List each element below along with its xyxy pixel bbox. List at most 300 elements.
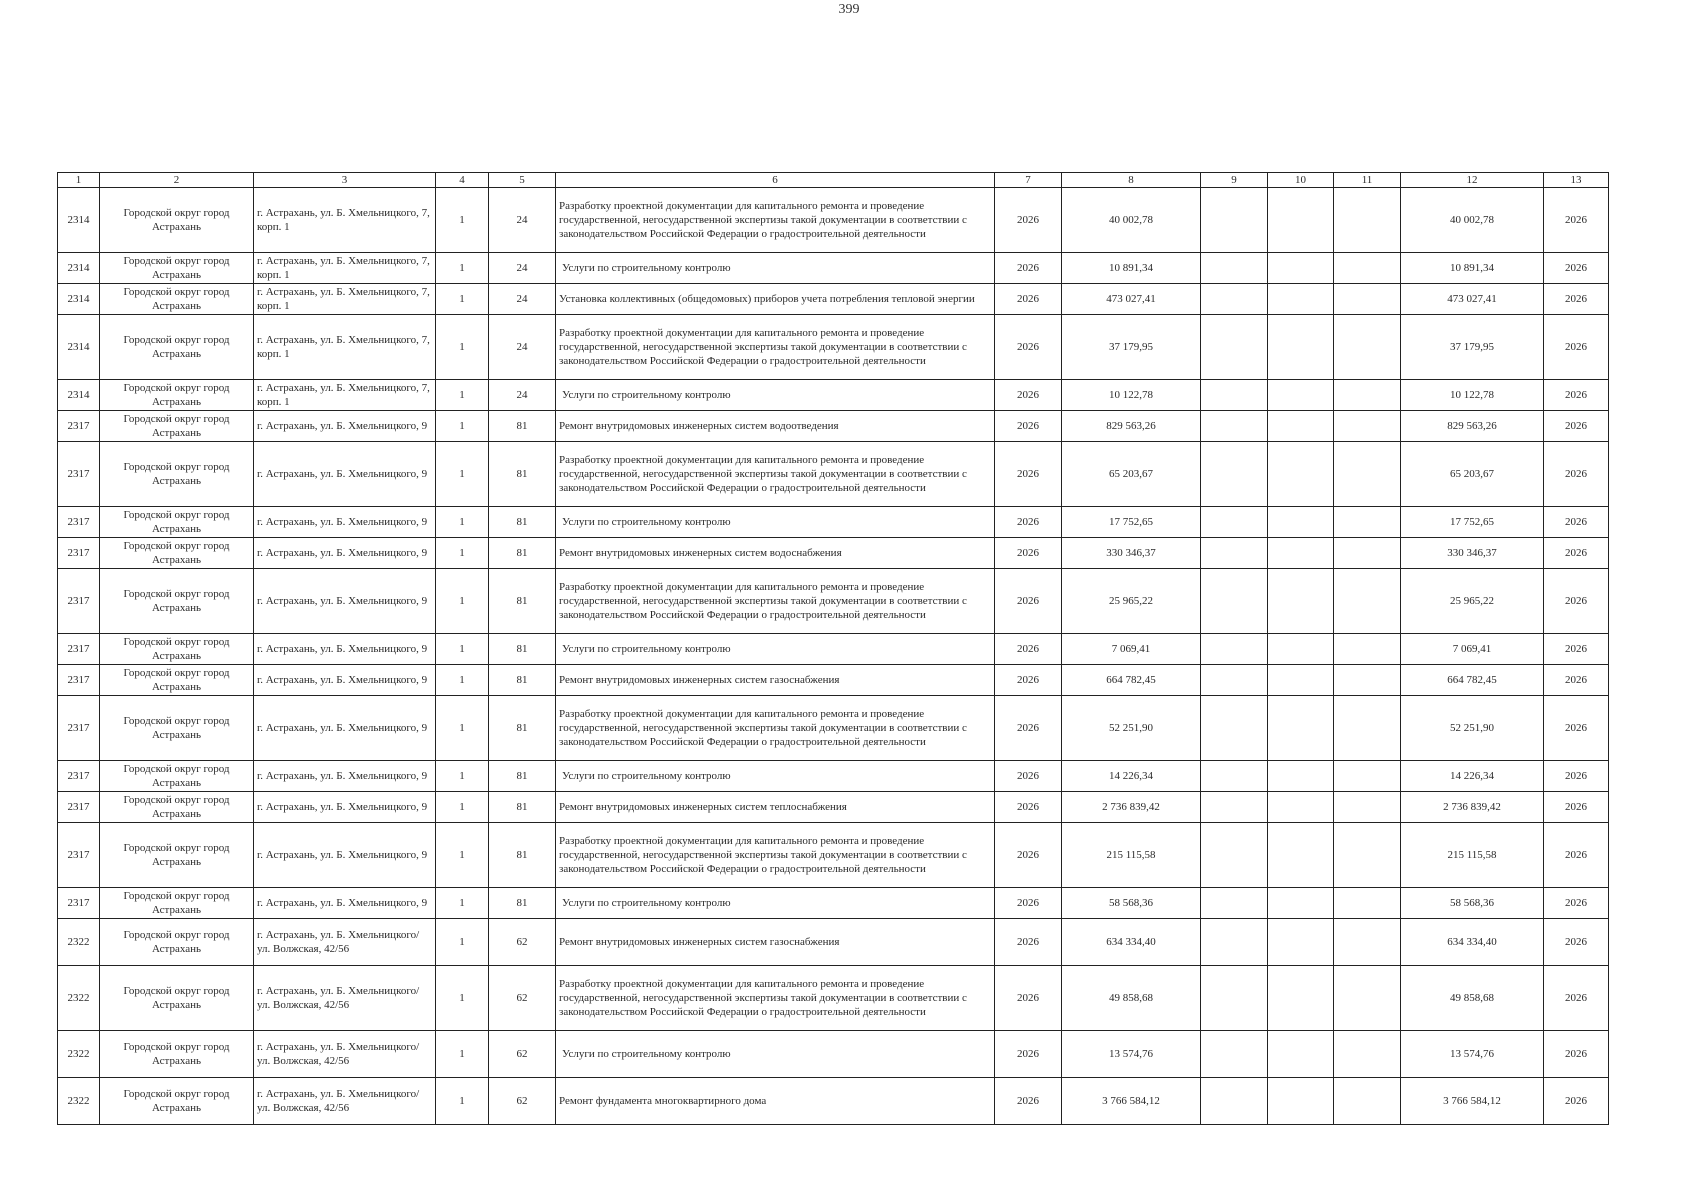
completion-year-cell: 2026: [1544, 761, 1609, 792]
year-cell: 2026: [995, 1078, 1062, 1125]
col9-cell: [1201, 253, 1268, 284]
year-cell: 2026: [995, 442, 1062, 507]
total-cost-cell: 2 736 839,42: [1062, 792, 1201, 823]
municipality-cell: Городской округ город Астрахань: [100, 888, 254, 919]
total-cost-cell: 829 563,26: [1062, 411, 1201, 442]
col10-cell: [1268, 966, 1334, 1031]
completion-year-cell: 2026: [1544, 442, 1609, 507]
col9-cell: [1201, 411, 1268, 442]
completion-year-cell: 2026: [1544, 823, 1609, 888]
completion-year-cell: 2026: [1544, 188, 1609, 253]
completion-year-cell: 2026: [1544, 284, 1609, 315]
house-id-cell: 2314: [58, 315, 100, 380]
total-cost-cell: 634 334,40: [1062, 919, 1201, 966]
municipality-cell: Городской округ город Астрахань: [100, 315, 254, 380]
year-cell: 2026: [995, 380, 1062, 411]
col11-cell: [1334, 888, 1401, 919]
work-type-cell: Услуги по строительному контролю: [556, 761, 995, 792]
address-cell: г. Астрахань, ул. Б. Хмельницкого, 7, корп. 1: [254, 380, 436, 411]
col11-cell: [1334, 1031, 1401, 1078]
house-id-cell: 2314: [58, 380, 100, 411]
col4-cell: 1: [436, 507, 489, 538]
table-row: [58, 411, 1609, 442]
completion-year-cell: 2026: [1544, 507, 1609, 538]
col11-cell: [1334, 284, 1401, 315]
cost-cell: 664 782,45: [1401, 665, 1544, 696]
col9-cell: [1201, 315, 1268, 380]
table-row: [58, 634, 1609, 665]
address-cell: г. Астрахань, ул. Б. Хмельницкого, 9: [254, 507, 436, 538]
municipality-cell: Городской округ город Астрахань: [100, 569, 254, 634]
cost-cell: 3 766 584,12: [1401, 1078, 1544, 1125]
col11-cell: [1334, 1078, 1401, 1125]
col10-cell: [1268, 634, 1334, 665]
col10-cell: [1268, 1078, 1334, 1125]
col4-cell: 1: [436, 315, 489, 380]
cost-cell: 65 203,67: [1401, 442, 1544, 507]
address-cell: г. Астрахань, ул. Б. Хмельницкого/ ул. Волжская, 42/56: [254, 1031, 436, 1078]
col5-cell: 81: [489, 442, 556, 507]
total-cost-cell: 10 891,34: [1062, 253, 1201, 284]
house-id-cell: 2317: [58, 823, 100, 888]
col11-cell: [1334, 665, 1401, 696]
address-cell: г. Астрахань, ул. Б. Хмельницкого/ ул. Волжская, 42/56: [254, 966, 436, 1031]
municipality-cell: Городской округ город Астрахань: [100, 665, 254, 696]
total-cost-cell: 664 782,45: [1062, 665, 1201, 696]
col9-cell: [1201, 1078, 1268, 1125]
work-type-cell: Ремонт внутридомовых инженерных систем теплоснабжения: [556, 792, 995, 823]
total-cost-cell: 52 251,90: [1062, 696, 1201, 761]
cost-cell: 829 563,26: [1401, 411, 1544, 442]
col5-cell: 81: [489, 888, 556, 919]
col4-cell: 1: [436, 538, 489, 569]
col10-cell: [1268, 442, 1334, 507]
col10-cell: [1268, 315, 1334, 380]
work-type-cell: Услуги по строительному контролю: [556, 253, 995, 284]
work-type-cell: Разработку проектной документации для капитального ремонта и проведение государственной, негосударственной экспертизы такой документации в соответствии с законодательством Российской Федерации о градостроительной деятельности: [556, 823, 995, 888]
cost-cell: 215 115,58: [1401, 823, 1544, 888]
col4-cell: 1: [436, 888, 489, 919]
municipality-cell: Городской округ город Астрахань: [100, 696, 254, 761]
cost-cell: 2 736 839,42: [1401, 792, 1544, 823]
house-id-cell: 2322: [58, 1078, 100, 1125]
work-type-cell: Услуги по строительному контролю: [556, 1031, 995, 1078]
col11-cell: [1334, 442, 1401, 507]
cost-cell: 7 069,41: [1401, 634, 1544, 665]
address-cell: г. Астрахань, ул. Б. Хмельницкого/ ул. Волжская, 42/56: [254, 919, 436, 966]
col4-cell: 1: [436, 792, 489, 823]
col5-cell: 62: [489, 966, 556, 1031]
municipality-cell: Городской округ город Астрахань: [100, 188, 254, 253]
municipality-cell: Городской округ город Астрахань: [100, 253, 254, 284]
year-cell: 2026: [995, 919, 1062, 966]
col4-cell: 1: [436, 761, 489, 792]
total-cost-cell: 7 069,41: [1062, 634, 1201, 665]
cost-cell: 330 346,37: [1401, 538, 1544, 569]
col9-cell: [1201, 188, 1268, 253]
col9-cell: [1201, 569, 1268, 634]
cost-cell: 473 027,41: [1401, 284, 1544, 315]
completion-year-cell: 2026: [1544, 634, 1609, 665]
col10-cell: [1268, 696, 1334, 761]
completion-year-cell: 2026: [1544, 380, 1609, 411]
total-cost-cell: 17 752,65: [1062, 507, 1201, 538]
total-cost-cell: 37 179,95: [1062, 315, 1201, 380]
house-id-cell: 2317: [58, 792, 100, 823]
col4-cell: 1: [436, 188, 489, 253]
col11-cell: [1334, 538, 1401, 569]
municipality-cell: Городской округ город Астрахань: [100, 1078, 254, 1125]
completion-year-cell: 2026: [1544, 888, 1609, 919]
table-row: [58, 253, 1609, 284]
municipality-cell: Городской округ город Астрахань: [100, 380, 254, 411]
year-cell: 2026: [995, 253, 1062, 284]
municipality-cell: Городской округ город Астрахань: [100, 411, 254, 442]
column-header: 1: [58, 173, 100, 188]
municipality-cell: Городской округ город Астрахань: [100, 634, 254, 665]
column-header: 12: [1401, 173, 1544, 188]
col4-cell: 1: [436, 823, 489, 888]
municipality-cell: Городской округ город Астрахань: [100, 761, 254, 792]
table-row: [58, 761, 1609, 792]
municipality-cell: Городской округ город Астрахань: [100, 284, 254, 315]
house-id-cell: 2314: [58, 284, 100, 315]
work-type-cell: Ремонт внутридомовых инженерных систем газоснабжения: [556, 665, 995, 696]
col5-cell: 62: [489, 1078, 556, 1125]
col11-cell: [1334, 188, 1401, 253]
col11-cell: [1334, 380, 1401, 411]
house-id-cell: 2317: [58, 507, 100, 538]
total-cost-cell: 10 122,78: [1062, 380, 1201, 411]
col11-cell: [1334, 569, 1401, 634]
table-row: [58, 1031, 1609, 1078]
total-cost-cell: 49 858,68: [1062, 966, 1201, 1031]
column-header: 6: [556, 173, 995, 188]
year-cell: 2026: [995, 507, 1062, 538]
completion-year-cell: 2026: [1544, 792, 1609, 823]
col9-cell: [1201, 380, 1268, 411]
address-cell: г. Астрахань, ул. Б. Хмельницкого, 9: [254, 442, 436, 507]
col9-cell: [1201, 284, 1268, 315]
col10-cell: [1268, 380, 1334, 411]
col9-cell: [1201, 1031, 1268, 1078]
cost-cell: 13 574,76: [1401, 1031, 1544, 1078]
house-id-cell: 2314: [58, 188, 100, 253]
municipality-cell: Городской округ город Астрахань: [100, 823, 254, 888]
column-number-header-row: [58, 173, 1609, 188]
col4-cell: 1: [436, 696, 489, 761]
col10-cell: [1268, 507, 1334, 538]
col10-cell: [1268, 665, 1334, 696]
col5-cell: 81: [489, 411, 556, 442]
year-cell: 2026: [995, 888, 1062, 919]
col9-cell: [1201, 538, 1268, 569]
cost-cell: 49 858,68: [1401, 966, 1544, 1031]
year-cell: 2026: [995, 315, 1062, 380]
completion-year-cell: 2026: [1544, 411, 1609, 442]
work-type-cell: Разработку проектной документации для капитального ремонта и проведение государственной, негосударственной экспертизы такой документации в соответствии с законодательством Российской Федерации о градостроительной деятельности: [556, 966, 995, 1031]
table-row: [58, 792, 1609, 823]
col9-cell: [1201, 442, 1268, 507]
completion-year-cell: 2026: [1544, 1031, 1609, 1078]
col4-cell: 1: [436, 380, 489, 411]
house-id-cell: 2317: [58, 569, 100, 634]
work-type-cell: Услуги по строительному контролю: [556, 380, 995, 411]
work-type-cell: Разработку проектной документации для капитального ремонта и проведение государственной, негосударственной экспертизы такой документации в соответствии с законодательством Российской Федерации о градостроительной деятельности: [556, 315, 995, 380]
municipality-cell: Городской округ город Астрахань: [100, 919, 254, 966]
column-header: 7: [995, 173, 1062, 188]
address-cell: г. Астрахань, ул. Б. Хмельницкого, 7, корп. 1: [254, 188, 436, 253]
municipality-cell: Городской округ город Астрахань: [100, 507, 254, 538]
work-type-cell: Разработку проектной документации для капитального ремонта и проведение государственной, негосударственной экспертизы такой документации в соответствии с законодательством Российской Федерации о градостроительной деятельности: [556, 442, 995, 507]
cost-cell: 37 179,95: [1401, 315, 1544, 380]
year-cell: 2026: [995, 665, 1062, 696]
table-row: [58, 188, 1609, 253]
address-cell: г. Астрахань, ул. Б. Хмельницкого, 9: [254, 634, 436, 665]
year-cell: 2026: [995, 284, 1062, 315]
completion-year-cell: 2026: [1544, 696, 1609, 761]
cost-cell: 52 251,90: [1401, 696, 1544, 761]
house-id-cell: 2317: [58, 411, 100, 442]
col11-cell: [1334, 823, 1401, 888]
work-type-cell: Услуги по строительному контролю: [556, 634, 995, 665]
col4-cell: 1: [436, 253, 489, 284]
table-row: [58, 284, 1609, 315]
table-row: [58, 507, 1609, 538]
col10-cell: [1268, 538, 1334, 569]
col9-cell: [1201, 792, 1268, 823]
address-cell: г. Астрахань, ул. Б. Хмельницкого, 9: [254, 411, 436, 442]
address-cell: г. Астрахань, ул. Б. Хмельницкого, 9: [254, 823, 436, 888]
column-header: 11: [1334, 173, 1401, 188]
work-type-cell: Услуги по строительному контролю: [556, 507, 995, 538]
col5-cell: 81: [489, 538, 556, 569]
completion-year-cell: 2026: [1544, 966, 1609, 1031]
col10-cell: [1268, 919, 1334, 966]
cost-cell: 10 891,34: [1401, 253, 1544, 284]
total-cost-cell: 58 568,36: [1062, 888, 1201, 919]
col4-cell: 1: [436, 919, 489, 966]
table-row: [58, 696, 1609, 761]
col5-cell: 81: [489, 634, 556, 665]
cost-cell: 14 226,34: [1401, 761, 1544, 792]
year-cell: 2026: [995, 411, 1062, 442]
work-type-cell: Ремонт внутридомовых инженерных систем водоснабжения: [556, 538, 995, 569]
address-cell: г. Астрахань, ул. Б. Хмельницкого, 9: [254, 761, 436, 792]
col10-cell: [1268, 569, 1334, 634]
col10-cell: [1268, 888, 1334, 919]
year-cell: 2026: [995, 538, 1062, 569]
year-cell: 2026: [995, 634, 1062, 665]
col9-cell: [1201, 888, 1268, 919]
col10-cell: [1268, 253, 1334, 284]
col4-cell: 1: [436, 284, 489, 315]
col10-cell: [1268, 761, 1334, 792]
year-cell: 2026: [995, 1031, 1062, 1078]
column-header: 13: [1544, 173, 1609, 188]
cost-cell: 25 965,22: [1401, 569, 1544, 634]
col9-cell: [1201, 966, 1268, 1031]
col10-cell: [1268, 188, 1334, 253]
house-id-cell: 2322: [58, 919, 100, 966]
total-cost-cell: 14 226,34: [1062, 761, 1201, 792]
house-id-cell: 2317: [58, 634, 100, 665]
total-cost-cell: 473 027,41: [1062, 284, 1201, 315]
house-id-cell: 2322: [58, 1031, 100, 1078]
address-cell: г. Астрахань, ул. Б. Хмельницкого, 7, корп. 1: [254, 315, 436, 380]
column-header: 2: [100, 173, 254, 188]
table-row: [58, 569, 1609, 634]
address-cell: г. Астрахань, ул. Б. Хмельницкого, 7, корп. 1: [254, 253, 436, 284]
address-cell: г. Астрахань, ул. Б. Хмельницкого, 9: [254, 569, 436, 634]
col4-cell: 1: [436, 665, 489, 696]
cost-cell: 58 568,36: [1401, 888, 1544, 919]
house-id-cell: 2317: [58, 538, 100, 569]
completion-year-cell: 2026: [1544, 919, 1609, 966]
col9-cell: [1201, 696, 1268, 761]
cost-cell: 40 002,78: [1401, 188, 1544, 253]
col10-cell: [1268, 792, 1334, 823]
col5-cell: 24: [489, 284, 556, 315]
cost-cell: 10 122,78: [1401, 380, 1544, 411]
table-row: [58, 665, 1609, 696]
col11-cell: [1334, 761, 1401, 792]
house-id-cell: 2317: [58, 888, 100, 919]
completion-year-cell: 2026: [1544, 569, 1609, 634]
col11-cell: [1334, 507, 1401, 538]
house-id-cell: 2317: [58, 442, 100, 507]
column-header: 9: [1201, 173, 1268, 188]
total-cost-cell: 25 965,22: [1062, 569, 1201, 634]
completion-year-cell: 2026: [1544, 665, 1609, 696]
col5-cell: 24: [489, 315, 556, 380]
municipality-cell: Городской округ город Астрахань: [100, 792, 254, 823]
column-header: 3: [254, 173, 436, 188]
col4-cell: 1: [436, 1078, 489, 1125]
col10-cell: [1268, 1031, 1334, 1078]
completion-year-cell: 2026: [1544, 315, 1609, 380]
column-header: 5: [489, 173, 556, 188]
year-cell: 2026: [995, 966, 1062, 1031]
address-cell: г. Астрахань, ул. Б. Хмельницкого, 9: [254, 665, 436, 696]
page-number: 399: [838, 2, 860, 17]
col11-cell: [1334, 696, 1401, 761]
work-type-cell: Ремонт внутридомовых инженерных систем газоснабжения: [556, 919, 995, 966]
col11-cell: [1334, 966, 1401, 1031]
table-row: [58, 538, 1609, 569]
col11-cell: [1334, 411, 1401, 442]
col11-cell: [1334, 792, 1401, 823]
work-type-cell: Установка коллективных (общедомовых) приборов учета потребления тепловой энергии: [556, 284, 995, 315]
table-body: [58, 188, 1609, 1125]
total-cost-cell: 330 346,37: [1062, 538, 1201, 569]
col9-cell: [1201, 665, 1268, 696]
address-cell: г. Астрахань, ул. Б. Хмельницкого, 9: [254, 888, 436, 919]
col5-cell: 81: [489, 569, 556, 634]
col10-cell: [1268, 411, 1334, 442]
year-cell: 2026: [995, 792, 1062, 823]
table-row: [58, 1078, 1609, 1125]
year-cell: 2026: [995, 823, 1062, 888]
capital-repair-table: [57, 172, 1609, 1125]
col11-cell: [1334, 253, 1401, 284]
address-cell: г. Астрахань, ул. Б. Хмельницкого, 7, корп. 1: [254, 284, 436, 315]
house-id-cell: 2317: [58, 665, 100, 696]
col4-cell: 1: [436, 966, 489, 1031]
col5-cell: 81: [489, 823, 556, 888]
work-type-cell: Ремонт внутридомовых инженерных систем водоотведения: [556, 411, 995, 442]
total-cost-cell: 65 203,67: [1062, 442, 1201, 507]
address-cell: г. Астрахань, ул. Б. Хмельницкого, 9: [254, 792, 436, 823]
col10-cell: [1268, 823, 1334, 888]
year-cell: 2026: [995, 696, 1062, 761]
col4-cell: 1: [436, 634, 489, 665]
completion-year-cell: 2026: [1544, 253, 1609, 284]
column-header: 10: [1268, 173, 1334, 188]
col4-cell: 1: [436, 1031, 489, 1078]
completion-year-cell: 2026: [1544, 1078, 1609, 1125]
cost-cell: 634 334,40: [1401, 919, 1544, 966]
house-id-cell: 2322: [58, 966, 100, 1031]
col5-cell: 24: [489, 253, 556, 284]
column-header: 4: [436, 173, 489, 188]
house-id-cell: 2317: [58, 761, 100, 792]
house-id-cell: 2317: [58, 696, 100, 761]
col5-cell: 81: [489, 696, 556, 761]
col11-cell: [1334, 919, 1401, 966]
col5-cell: 62: [489, 1031, 556, 1078]
table-row: [58, 442, 1609, 507]
address-cell: г. Астрахань, ул. Б. Хмельницкого, 9: [254, 538, 436, 569]
work-type-cell: Разработку проектной документации для капитального ремонта и проведение государственной, негосударственной экспертизы такой документации в соответствии с законодательством Российской Федерации о градостроительной деятельности: [556, 696, 995, 761]
col5-cell: 81: [489, 665, 556, 696]
col5-cell: 24: [489, 380, 556, 411]
col9-cell: [1201, 919, 1268, 966]
year-cell: 2026: [995, 569, 1062, 634]
table-row: [58, 966, 1609, 1031]
col9-cell: [1201, 634, 1268, 665]
work-type-cell: Разработку проектной документации для капитального ремонта и проведение государственной, негосударственной экспертизы такой документации в соответствии с законодательством Российской Федерации о градостроительной деятельности: [556, 569, 995, 634]
col5-cell: 81: [489, 792, 556, 823]
col5-cell: 62: [489, 919, 556, 966]
total-cost-cell: 13 574,76: [1062, 1031, 1201, 1078]
col5-cell: 81: [489, 761, 556, 792]
table-row: [58, 315, 1609, 380]
completion-year-cell: 2026: [1544, 538, 1609, 569]
table-row: [58, 823, 1609, 888]
col4-cell: 1: [436, 442, 489, 507]
col10-cell: [1268, 284, 1334, 315]
col4-cell: 1: [436, 411, 489, 442]
col5-cell: 24: [489, 188, 556, 253]
total-cost-cell: 3 766 584,12: [1062, 1078, 1201, 1125]
table-row: [58, 888, 1609, 919]
cost-cell: 17 752,65: [1401, 507, 1544, 538]
col11-cell: [1334, 315, 1401, 380]
col9-cell: [1201, 507, 1268, 538]
col9-cell: [1201, 823, 1268, 888]
municipality-cell: Городской округ город Астрахань: [100, 1031, 254, 1078]
table-row: [58, 380, 1609, 411]
total-cost-cell: 40 002,78: [1062, 188, 1201, 253]
year-cell: 2026: [995, 188, 1062, 253]
col5-cell: 81: [489, 507, 556, 538]
year-cell: 2026: [995, 761, 1062, 792]
table-row: [58, 919, 1609, 966]
col11-cell: [1334, 634, 1401, 665]
column-header: 8: [1062, 173, 1201, 188]
work-type-cell: Разработку проектной документации для капитального ремонта и проведение государственной, негосударственной экспертизы такой документации в соответствии с законодательством Российской Федерации о градостроительной деятельности: [556, 188, 995, 253]
